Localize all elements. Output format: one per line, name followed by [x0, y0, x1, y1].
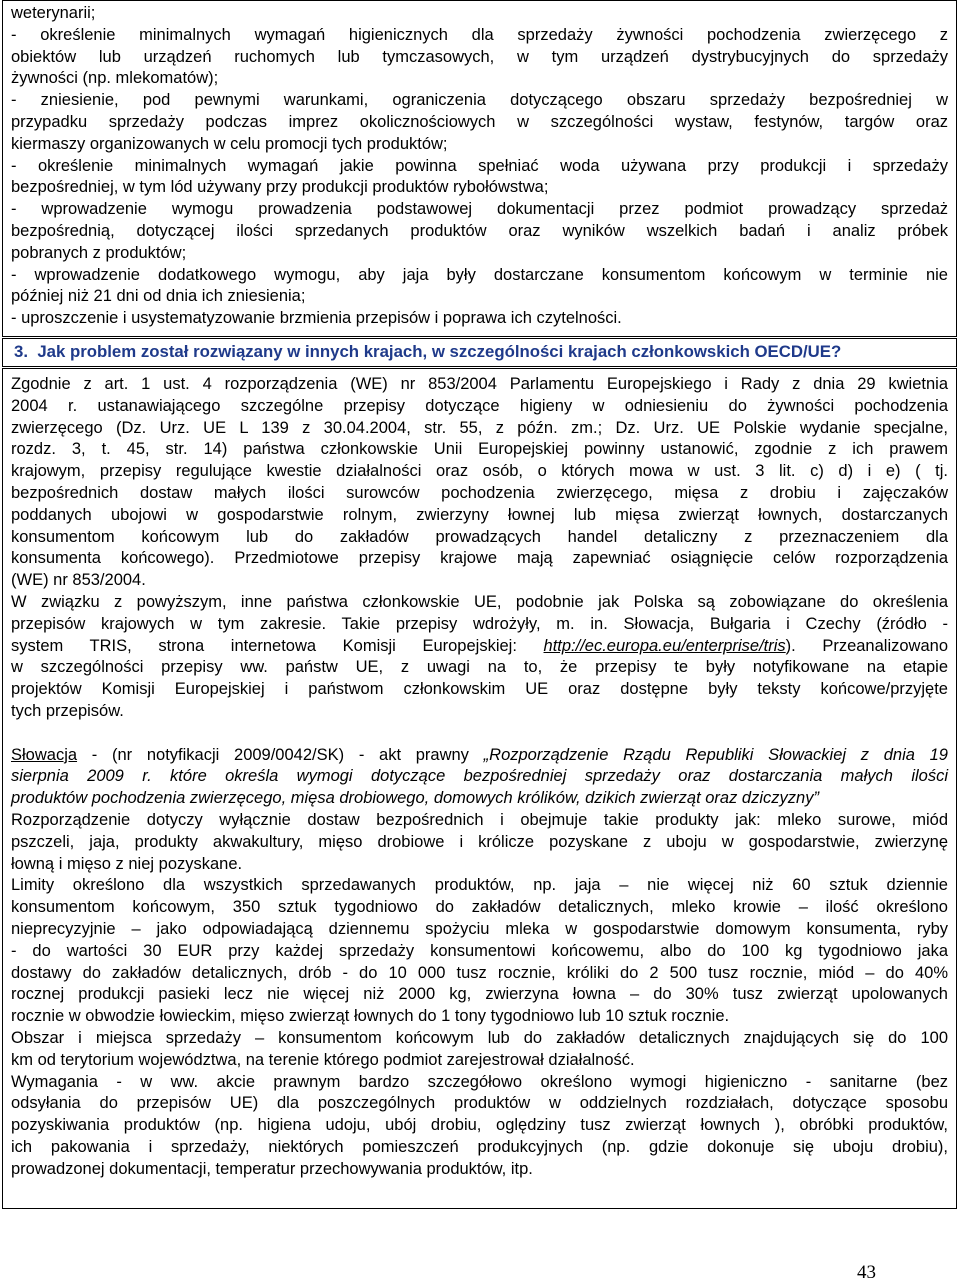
- text-line: dostawy do zakładów detalicznych, drób - do 10 000 tusz rocznie, króliki do 2 500 tusz rocznie, miód – do 40%: [11, 963, 948, 982]
- text-line: bezpośredniej, w tym lód używany przy produkcji produktów rybołówstwa;: [11, 178, 549, 197]
- text-line: pszczeli, jaja, produkty akwakultury, mięso drobiowe i królicze pozyskane z uboju w gospodarstwie, zwierzynę: [11, 832, 948, 851]
- paragraph-gap: [11, 723, 948, 745]
- text-line: weterynarii;: [11, 4, 96, 22]
- text-line: krajowym, przepisy regulujące kwestie działalności oraz osób, o których mowa w ust. 3 lit. c) d) i e) ( tj.: [11, 462, 948, 481]
- question-number: 3.: [14, 342, 28, 361]
- text-line: rocznie w obwodzie łowieckim, mięso zwierząt łownych do 1 tony tygodniowo lub 10 sztuk rocznie.: [11, 1007, 730, 1026]
- answer-text: [11, 374, 948, 1180]
- text-line: konsumentom końcowym, 350 sztuk tygodniowo do zakładów detalicznych, mleko krowie – ilość określono: [11, 898, 948, 917]
- text-line: odsyłania do przepisów UE) dla poszczególnych produktów w oddzielnych rozdziałach, dotyczące sposobu: [11, 1094, 948, 1113]
- regulation-title: sierpnia 2009 r. które określa wymogi dotyczące bezpośredniej sprzedaży oraz dostarczania małych ilości: [11, 767, 948, 786]
- text-line: obiektów lub urządzeń ruchomych lub tymczasowych, w tym urządzeń dystrybucyjnych do sprzedaży: [11, 47, 948, 66]
- text-line: ich pakowania i sprzedaży, niektórych pomieszczeń produkcyjnych (np. gdzie dokonuje się uboju drobiu),: [11, 1137, 948, 1156]
- text-line: - określenie minimalnych wymagań higienicznych dla sprzedaży żywności pochodzenia zwierzęcego z: [11, 25, 948, 44]
- text-line: łowną i mięso z niej pozyskane.: [11, 854, 243, 873]
- text-line: w szczególności przepisy ww. państw UE, z uwagi na to, że przepisy te były notyfikowane na etapie: [11, 658, 948, 677]
- text-line: - do wartości 30 EUR przy każdej sprzedaży konsumentowi końcowemu, albo do 100 kg tygodniowo jaka: [11, 941, 948, 960]
- text-line: (WE) nr 853/2004.: [11, 571, 146, 590]
- page-number: 43: [857, 1262, 876, 1283]
- question-text: Jak problem został rozwiązany w innych krajach, w szczególności krajach członkowskich OECD/UE?: [37, 342, 842, 361]
- text-line: przypadku sprzedaży podczas imprez okolicznościowych w szczególności wystaw, festynów, targów oraz: [11, 112, 948, 131]
- text-line: 2004 r. ustanawiającego szczególne przepisy dotyczące higieny w odniesieniu do żywności pochodzenia: [11, 396, 948, 415]
- text-line: [11, 745, 948, 767]
- text-line: później niż 21 dni od dnia ich zniesienia;: [11, 287, 306, 306]
- text-line: W związku z powyższym, inne państwa członkowskie UE, podobnie jak Polska są zobowiązane do określenia: [11, 592, 948, 611]
- text-line: Wymagania - w ww. akcie prawnym bardzo szczegółowo określono wymogi higieniczno - sanitarne (bez: [11, 1072, 948, 1091]
- country-label-slovakia: Słowacja: [11, 745, 78, 764]
- text-span: ). Przeanalizowano: [785, 636, 948, 655]
- text-line: rozdz. 3, t. 45, str. 14) państwa członkowskie Unii Europejskiej powinny ustanowić, zgodnie z ich prawem: [11, 440, 948, 459]
- text-line: nieprecyzyjnie – jako odpowiadającą dziennemu spożyciu mleka w gospodarstwie domowym konsumenta, ryby: [11, 919, 948, 938]
- text-line: bezpośrednią, dotyczącej ilości sprzedanych produktów oraz wyników wszelkich badań i analiz próbek: [11, 221, 948, 240]
- text-line: projektów Komisji Europejskiej i państwom członkowskim UE oraz dostępne były teksty końcowe/przyjęte: [11, 680, 948, 699]
- text-span: - (nr notyfikacji 2009/0042/SK) - akt prawny: [77, 745, 484, 764]
- text-line: - uproszczenie i usystematyzowanie brzmienia przepisów i poprawa ich czytelności.: [11, 309, 622, 328]
- text-line: - zniesienie, pod pewnymi warunkami, ograniczenia dotyczącego obszaru sprzedaży bezpośredniej w: [11, 91, 948, 110]
- text-line: konsumentom końcowym lub do zakładów prowadzących handel detaliczny z przeznaczeniem dla: [11, 527, 948, 546]
- text-line: rocznej produkcji pasieki lecz nie więcej niż 2000 kg, zwierzyna łowna – do 30% tusz zwierząt upolowanych: [11, 985, 948, 1004]
- text-line: konsumenta końcowego). Przedmiotowe przepisy krajowe mają zapewniać osiągnięcie celów rozporządzenia: [11, 549, 948, 568]
- text-line: tych przepisów.: [11, 701, 124, 720]
- tris-link[interactable]: http://ec.europa.eu/enterprise/tris: [543, 636, 786, 655]
- text-line: bezpośrednich dostaw małych ilości surowców pochodzenia zwierzęcego, mięsa z drobiu i zajęczaków: [11, 483, 948, 502]
- text-line: - wprowadzenie wymogu prowadzenia podstawowej dokumentacji przez podmiot prowadzący sprzedaż: [11, 200, 948, 219]
- text-line: Limity określono dla wszystkich sprzedawanych produktów, np. jaja – nie więcej niż 60 sztuk dziennie: [11, 876, 948, 895]
- text-span: system TRIS, strona internetowa Komisji Europejskiej:: [11, 636, 544, 655]
- text-line: pozyskiwania produktów (np. higiena udoju, ubój drobiu, oględziny tusz zwierząt łownych ), obróbki produktów,: [11, 1116, 948, 1135]
- text-line: żywności (np. mlekomatów);: [11, 69, 219, 88]
- text-line: km od terytorium województwa, na terenie którego podmiot zarejestrował działalność.: [11, 1050, 635, 1069]
- text-line: pobranych z produktów;: [11, 243, 187, 262]
- text-line: prowadzonej dokumentacji, temperatur przechowywania produktów, itp.: [11, 1159, 533, 1178]
- text-line: zwierzęcego (Dz. Urz. UE L 139 z 30.04.2004, str. 55, z późn. zm.; Dz. Urz. UE Polskie wydanie specjalne,: [11, 418, 948, 437]
- top-section-text: [11, 3, 948, 330]
- text-line: Zgodnie z art. 1 ust. 4 rozporządzenia (WE) nr 853/2004 Parlamentu Europejskiego i Rady z dnia 29 kwietnia: [11, 375, 948, 393]
- question-heading: [14, 341, 841, 363]
- regulation-title: produktów pochodzenia zwierzęcego, mięsa drobiowego, domowych królików, dzikich zwierząt oraz dziczyzny”: [11, 789, 819, 808]
- text-line: - wprowadzenie dodatkowego wymogu, aby jaja były dostarczane konsumentom końcowym w terminie nie: [11, 265, 948, 284]
- text-line: kiermaszy organizowanych w celu promocji tych produktów;: [11, 134, 448, 153]
- text-line: Obszar i miejsca sprzedaży – konsumentom końcowym lub do zakładów detalicznych znajdujących się do 100: [11, 1028, 948, 1047]
- regulation-title: „Rozporządzenie Rządu Republiki Słowackiej z dnia 19: [483, 745, 948, 764]
- text-line: poddanych ubojowi w gospodarstwie rolnym, zwierzyny łownej lub mięsa zwierząt łownych, dostarczanych: [11, 505, 948, 524]
- text-line: [11, 636, 948, 658]
- text-line: przepisów krajowych w tym zakresie. Takie przepisy wdrożyły, m. in. Słowacja, Bułgaria i Czechy (źródło -: [11, 614, 948, 633]
- text-line: - określenie minimalnych wymagań jakie powinna spełniać woda używana przy produkcji i sprzedaży: [11, 156, 948, 175]
- text-line: Rozporządzenie dotyczy wyłącznie dostaw bezpośrednich i obejmuje takie produkty jak: mleko surowe, miód: [11, 810, 948, 829]
